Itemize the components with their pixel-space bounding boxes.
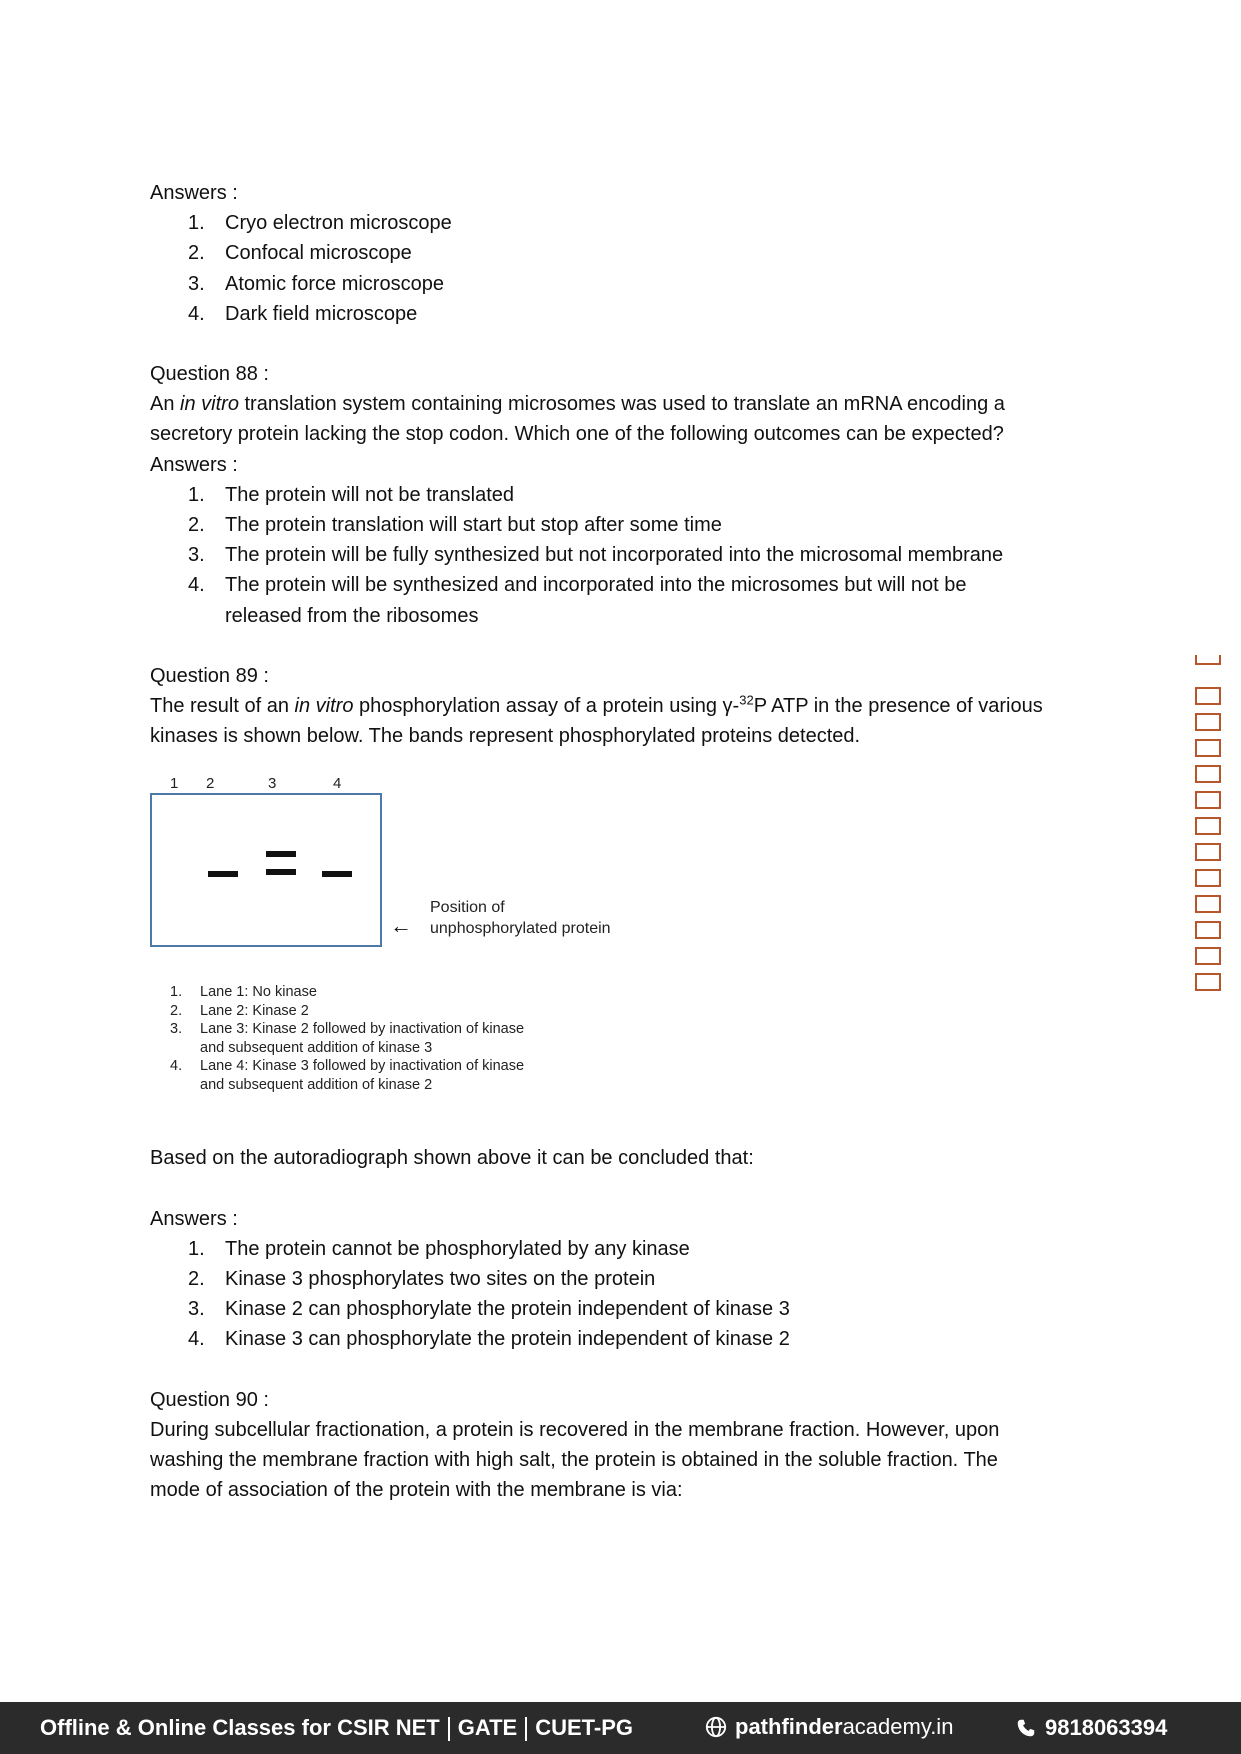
- footer-banner: [0, 1702, 1241, 1754]
- question-88-stem-line1: An in vitro translation system containing microsomes was used to translate an mRNA encoding a: [150, 393, 1005, 416]
- question-90-stem-line2: washing the membrane fraction with high salt, the protein is obtained in the soluble fraction. The: [150, 1449, 998, 1472]
- question-90-stem-line1: During subcellular fractionation, a protein is recovered in the membrane fraction. However, upon: [150, 1418, 1000, 1441]
- option-item: 3. Atomic force microscope: [188, 272, 444, 295]
- q87-options: [150, 208, 1090, 329]
- legend-item: 1. Lane 1: No kinase: [170, 984, 317, 1001]
- gel-box: [150, 793, 382, 947]
- option-item: 1. The protein cannot be phosphorylated by any kinase: [188, 1237, 690, 1260]
- decorative-box-icon: [1195, 739, 1221, 757]
- gel-band: [208, 871, 238, 877]
- gel-band: [266, 851, 296, 857]
- option-item: 2. Confocal microscope: [188, 242, 412, 265]
- option-item: 4. Kinase 3 can phosphorylate the protein independent of kinase 2: [188, 1328, 790, 1351]
- gel-band: [322, 871, 352, 877]
- arrow-label: Position of unphosphorylated protein: [430, 899, 611, 938]
- footer-tagline: Offline & Online Classes for CSIR NET GATE CUET-PG: [40, 1715, 634, 1740]
- question-88-title: Question 88 :: [150, 363, 269, 386]
- figure-legend: [170, 983, 524, 1094]
- autoradiograph-figure: [150, 763, 750, 1143]
- decorative-box-icon: [1195, 921, 1221, 939]
- option-item: 3. The protein will be fully synthesized but not incorporated into the microsomal membrane: [188, 544, 1004, 567]
- option-item: 1. Cryo electron microscope: [188, 212, 452, 235]
- question-89-stem-line2: kinases is shown below. The bands represent phosphorylated proteins detected.: [150, 725, 861, 748]
- left-arrow-icon: ←: [390, 913, 412, 939]
- question-90-stem-line3: mode of association of the protein with the membrane is via:: [150, 1479, 683, 1502]
- question-88-stem-line2: secretory protein lacking the stop codon. Which one of the following outcomes can be expected?: [150, 423, 1004, 446]
- lane-label: 1: [170, 775, 179, 793]
- side-decoration: [1195, 655, 1229, 999]
- answers-label: Answers :: [150, 453, 238, 476]
- answers-label: Answers :: [150, 1207, 238, 1230]
- phone-icon: [1015, 1717, 1037, 1739]
- decorative-box-icon: [1195, 817, 1221, 835]
- decorative-box-icon: [1195, 895, 1221, 913]
- lane-label: 3: [268, 775, 277, 793]
- lane-label: 2: [206, 775, 215, 793]
- lane-label: 4: [333, 775, 342, 793]
- decorative-box-icon: [1195, 713, 1221, 731]
- answers-label: Answers :: [150, 182, 238, 204]
- question-89-title: Question 89 :: [150, 664, 269, 687]
- footer-website[interactable]: pathfinderacademy.in: [705, 1714, 953, 1740]
- page-content: [150, 178, 1090, 1505]
- option-item: 3. Kinase 2 can phosphorylate the protein independent of kinase 3: [188, 1298, 790, 1321]
- question-90-title: Question 90 :: [150, 1388, 269, 1411]
- footer-phone[interactable]: 9818063394: [1015, 1715, 1167, 1741]
- option-item: 1. The protein will not be translated: [188, 483, 515, 506]
- q89-options: [150, 1234, 1090, 1355]
- decorative-box-icon: [1195, 869, 1221, 887]
- gel-band: [266, 869, 296, 875]
- decorative-box-icon: [1195, 947, 1221, 965]
- option-item: 2. Kinase 3 phosphorylates two sites on the protein: [188, 1268, 656, 1291]
- decorative-box-icon: [1195, 655, 1221, 665]
- option-item: 2. The protein translation will start but stop after some time: [188, 514, 722, 537]
- legend-item: 3. Lane 3: Kinase 2 followed by inactivation of kinase and subsequent addition of kinase 3: [170, 1021, 525, 1056]
- decorative-box-icon: [1195, 843, 1221, 861]
- legend-item: 2. Lane 2: Kinase 2: [170, 1002, 309, 1019]
- q88-options: [150, 480, 1090, 631]
- option-item: 4. Dark field microscope: [188, 302, 418, 325]
- question-89-conclusion: Based on the autoradiograph shown above it can be concluded that:: [150, 1147, 754, 1170]
- option-item: 4. The protein will be synthesized and incorporated into the microsomes but will not be released from the ribosomes: [188, 574, 967, 627]
- legend-item: 4. Lane 4: Kinase 3 followed by inactivation of kinase and subsequent addition of kinase 2: [170, 1058, 525, 1093]
- decorative-box-icon: [1195, 765, 1221, 783]
- decorative-box-icon: [1195, 791, 1221, 809]
- decorative-box-icon: [1195, 973, 1221, 991]
- decorative-box-icon: [1195, 687, 1221, 705]
- question-89-stem-line1: The result of an in vitro phosphorylation assay of a protein using γ-$^{32}$P ATP in the presence of various: [150, 692, 1043, 718]
- globe-icon: [705, 1716, 727, 1738]
